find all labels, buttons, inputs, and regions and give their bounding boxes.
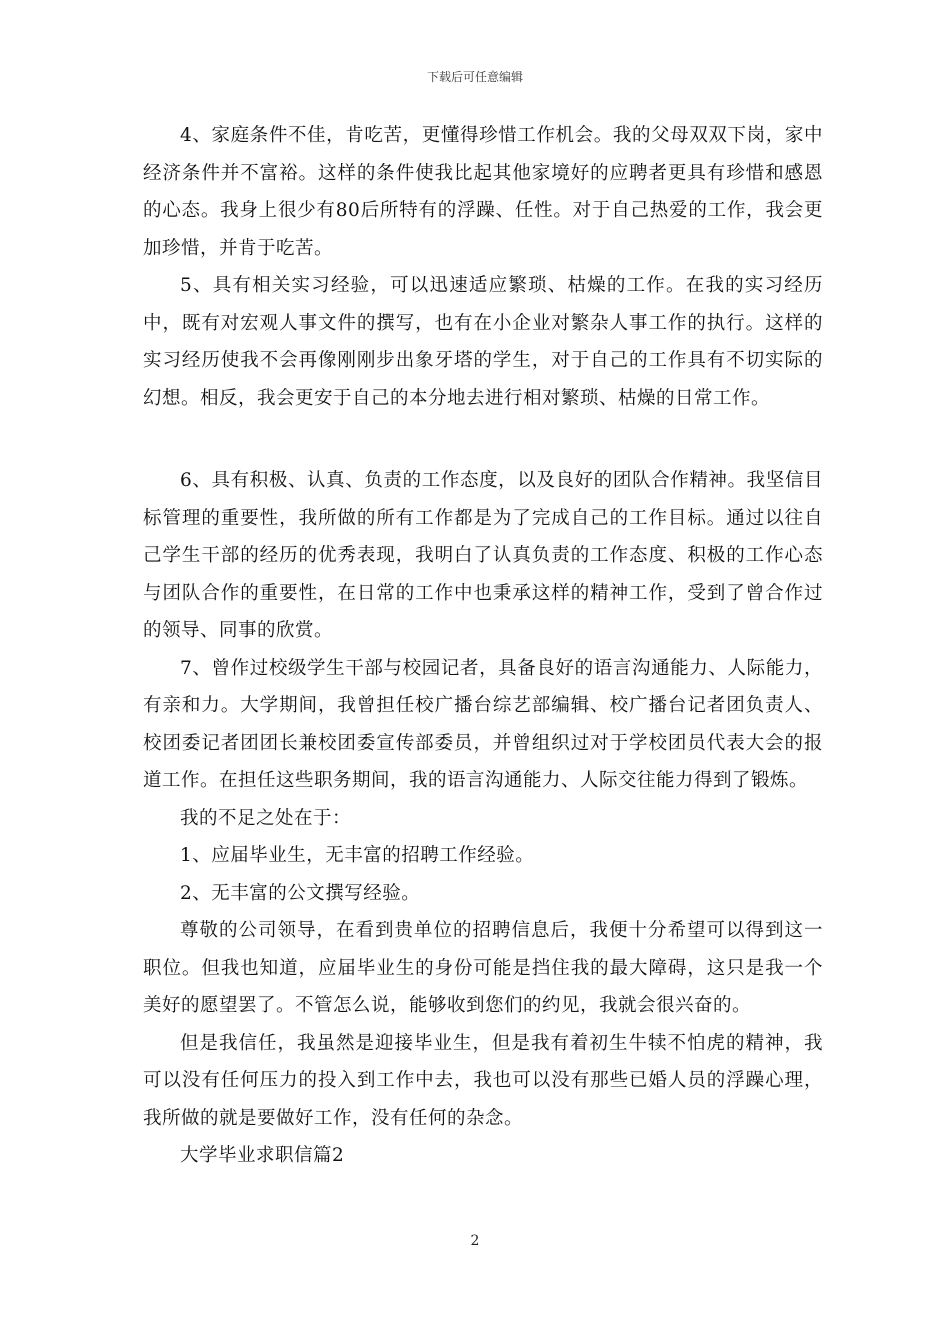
- paragraph-4: 4、家庭条件不佳，肯吃苦，更懂得珍惜工作机会。我的父母双双下岗，家中经济条件并不富裕。这样的条件使我比起其他家境好的应聘者更具有珍惜和感恩的心态。我身上很少有80后所特有的浮躁、任性。对于自己热爱的工作，我会更加珍惜，并肯于吃苦。: [143, 125, 823, 259]
- document-body: [143, 117, 823, 1175]
- shortcoming-item-2: 2、无丰富的公文撰写经验。: [180, 882, 421, 904]
- paragraph-7: 7、曾作过校级学生干部与校园记者，具备良好的语言沟通能力、人际能力，有亲和力。大学期间，我曾担任校广播台综艺部编辑、校广播台记者团负责人、校团委记者团团长兼校团委宣传部委员，并曾组织过对于学校团员代表大会的报道工作。在担任这些职务期间，我的语言沟通能力、人际交往能力得到了锻炼。: [143, 657, 823, 791]
- paragraph-6: 6、具有积极、认真、负责的工作态度，以及良好的团队合作精神。我坚信目标管理的重要性，我所做的所有工作都是为了完成自己的工作目标。通过以往自己学生干部的经历的优秀表现，我明白了认真负责的工作态度、积极的工作心态与团队合作的重要性，在日常的工作中也秉承这样的精神工作，受到了曾合作过的领导、同事的欣赏。: [143, 470, 823, 641]
- shortcoming-item-1: 1、应届毕业生，无丰富的招聘工作经验。: [180, 845, 535, 866]
- closing-paragraph-2: 但是我信任，我虽然是迎接毕业生，但是我有着初生牛犊不怕虎的精神，我可以没有任何压力的投入到工作中去，我也可以没有那些已婚人员的浮躁心理，我所做的就是要做好工作，没有任何的杂念。: [143, 1032, 823, 1129]
- page-header: 下载后可任意编辑: [426, 70, 523, 84]
- section-title: 大学毕业求职信篇2: [180, 1145, 345, 1166]
- closing-paragraph-1: 尊敬的公司领导，在看到贵单位的招聘信息后，我便十分希望可以得到这一职位。但我也知道，应届毕业生的身份可能是挡住我的最大障碍，这只是我一个美好的愿望罢了。不管怎么说，能够收到您们的约见，我就会很兴奋的。: [143, 920, 823, 1016]
- page-number: 2: [470, 1233, 480, 1249]
- paragraph-5: 5、具有相关实习经验，可以迅速适应繁琐、枯燥的工作。在我的实习经历中，既有对宏观人事文件的撰写，也有在小企业对繁杂人事工作的执行。这样的实习经历使我不会再像刚刚步出象牙塔的学生，对于自己的工作具有不切实际的幻想。相反，我会更安于自己的本分地去进行相对繁琐、枯燥的日常工作。: [143, 275, 823, 409]
- shortcomings-heading: 我的不足之处在于：: [180, 807, 352, 829]
